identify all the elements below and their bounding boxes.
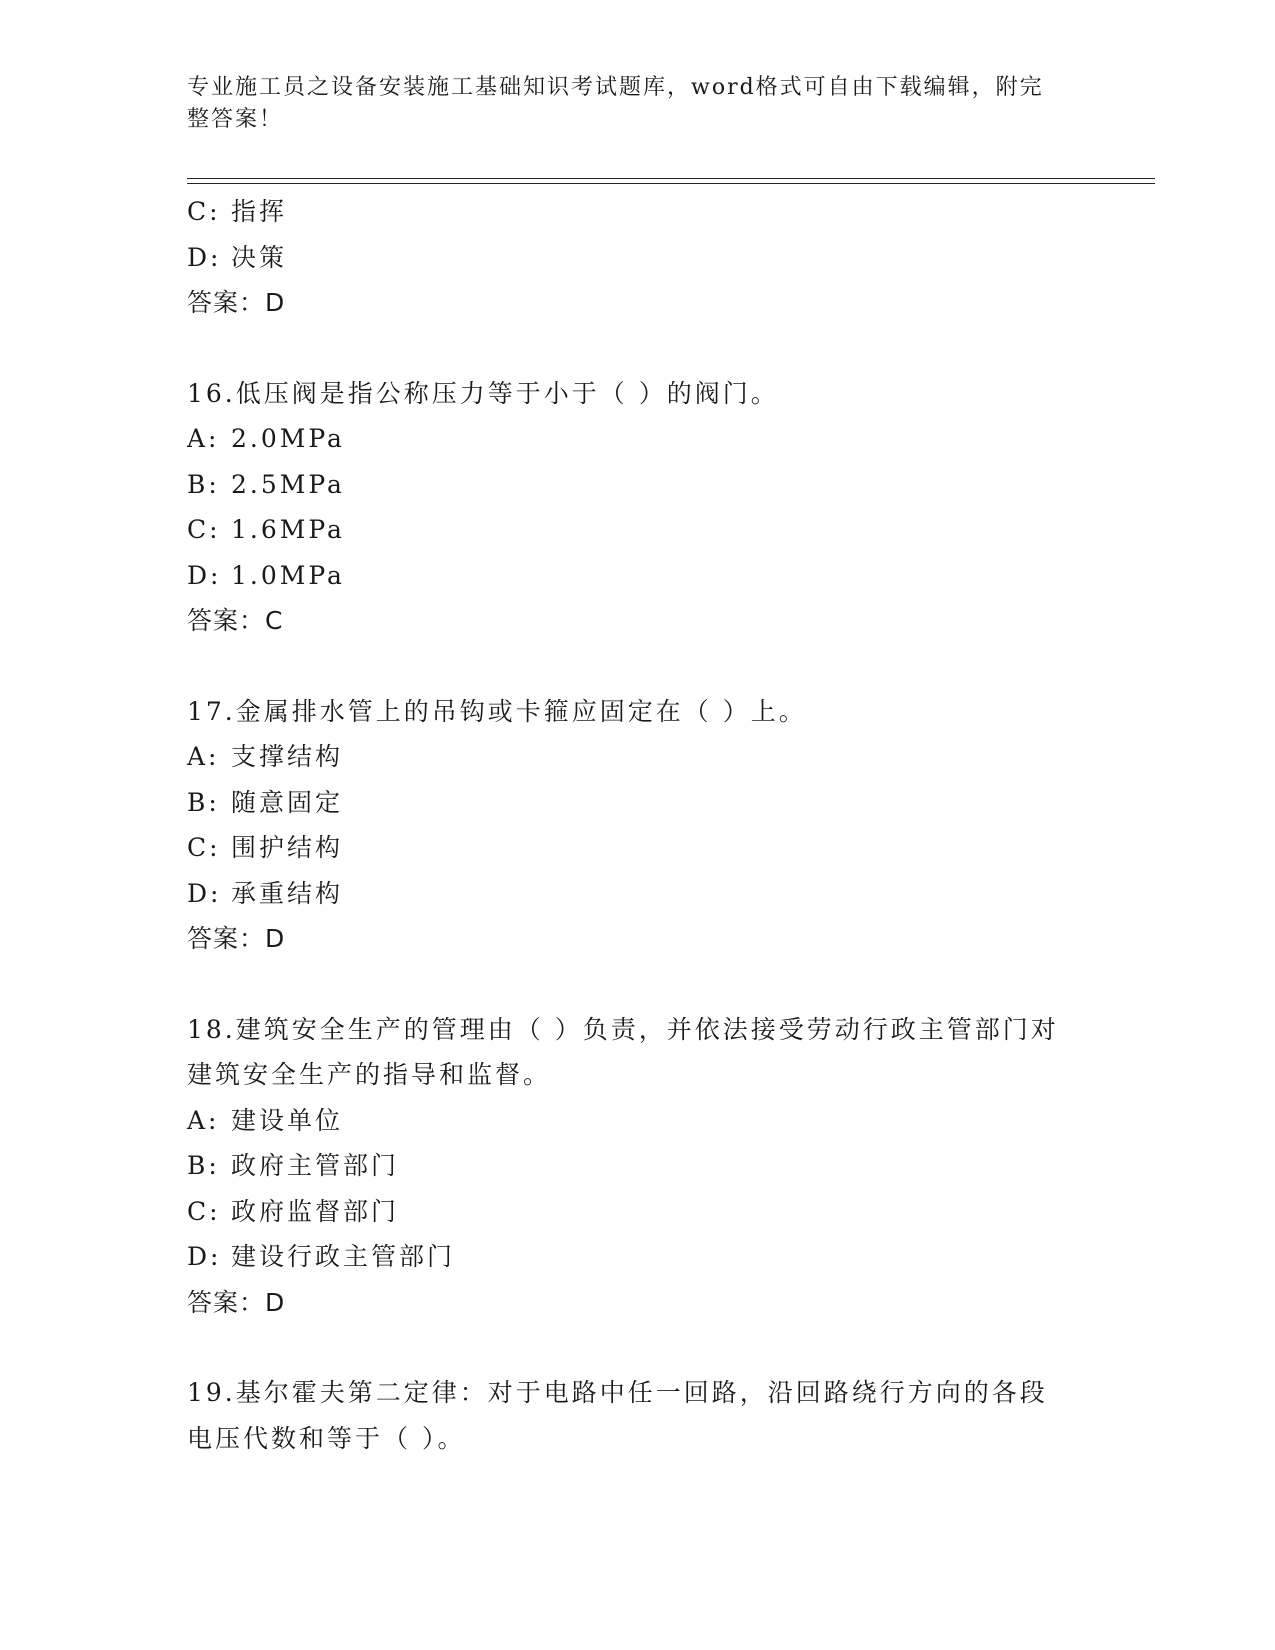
answer: 答案：C bbox=[187, 606, 284, 635]
question-block bbox=[187, 1007, 1087, 1326]
option-b bbox=[187, 780, 1087, 826]
option-c bbox=[187, 1189, 1087, 1235]
option-c bbox=[187, 189, 1087, 235]
option-text: 决策 bbox=[231, 242, 288, 272]
option-label: A: bbox=[187, 1105, 220, 1135]
option-text: 指挥 bbox=[231, 197, 288, 226]
option-text: 围护结构 bbox=[231, 833, 344, 862]
option-text: 政府监督部门 bbox=[231, 1196, 400, 1226]
question-text: 17.金属排水管上的吊钩或卡箍应固定在（ ）上。 bbox=[187, 696, 807, 726]
option-text: 1.0MPa bbox=[231, 560, 345, 590]
option-c bbox=[187, 825, 1087, 871]
answer: 答案：D bbox=[187, 924, 286, 953]
option-label: B: bbox=[187, 469, 220, 499]
question-text: 16.低压阀是指公称压力等于小于（ ）的阀门。 bbox=[187, 378, 779, 408]
option-label: B: bbox=[187, 787, 220, 817]
option-d bbox=[187, 1234, 1087, 1280]
question-block bbox=[187, 371, 1087, 644]
question-text: 19.基尔霍夫第二定律：对于电路中任一回路，沿回路绕行方向的各段电压代数和等于（ ）。 bbox=[187, 1378, 1048, 1453]
option-d bbox=[187, 235, 1087, 281]
option-label: D: bbox=[187, 1242, 222, 1271]
answer: 答案：D bbox=[187, 1287, 286, 1317]
header-rule-top bbox=[187, 178, 1155, 179]
option-a bbox=[187, 416, 1087, 462]
option-d bbox=[187, 553, 1087, 599]
option-text: 1.6MPa bbox=[231, 515, 345, 544]
question-text: 18.建筑安全生产的管理由（ ）负责，并依法接受劳动行政主管部门对建筑安全生产的指导和监督。 bbox=[187, 1014, 1059, 1089]
option-text: 政府主管部门 bbox=[231, 1151, 400, 1180]
option-a bbox=[187, 1098, 1087, 1144]
option-b bbox=[187, 1143, 1087, 1189]
question-block bbox=[187, 1370, 1087, 1461]
header-rule-bottom bbox=[187, 183, 1155, 184]
option-d bbox=[187, 871, 1087, 917]
option-a bbox=[187, 734, 1087, 780]
question-block bbox=[187, 189, 1087, 326]
option-label: D: bbox=[187, 560, 222, 590]
option-label: A: bbox=[187, 742, 220, 771]
option-text: 建设行政主管部门 bbox=[231, 1242, 456, 1271]
question-block bbox=[187, 689, 1087, 962]
option-label: D: bbox=[187, 242, 222, 272]
option-text: 随意固定 bbox=[231, 787, 344, 817]
option-label: A: bbox=[187, 424, 220, 453]
option-text: 承重结构 bbox=[231, 878, 344, 908]
option-text: 支撑结构 bbox=[231, 742, 344, 771]
option-label: B: bbox=[187, 1151, 220, 1180]
option-text: 2.5MPa bbox=[231, 469, 345, 499]
option-b bbox=[187, 462, 1087, 508]
option-label: D: bbox=[187, 878, 222, 908]
question-list bbox=[187, 189, 1087, 1461]
option-label: C: bbox=[187, 197, 221, 226]
answer: 答案：D bbox=[187, 288, 286, 317]
option-label: C: bbox=[187, 833, 221, 862]
option-c bbox=[187, 507, 1087, 553]
option-label: C: bbox=[187, 1196, 221, 1226]
document-header: 专业施工员之设备安装施工基础知识考试题库，word格式可自由下载编辑，附完整答案！ bbox=[187, 75, 1044, 132]
option-label: C: bbox=[187, 515, 221, 544]
option-text: 建设单位 bbox=[231, 1105, 344, 1135]
option-text: 2.0MPa bbox=[231, 424, 345, 453]
